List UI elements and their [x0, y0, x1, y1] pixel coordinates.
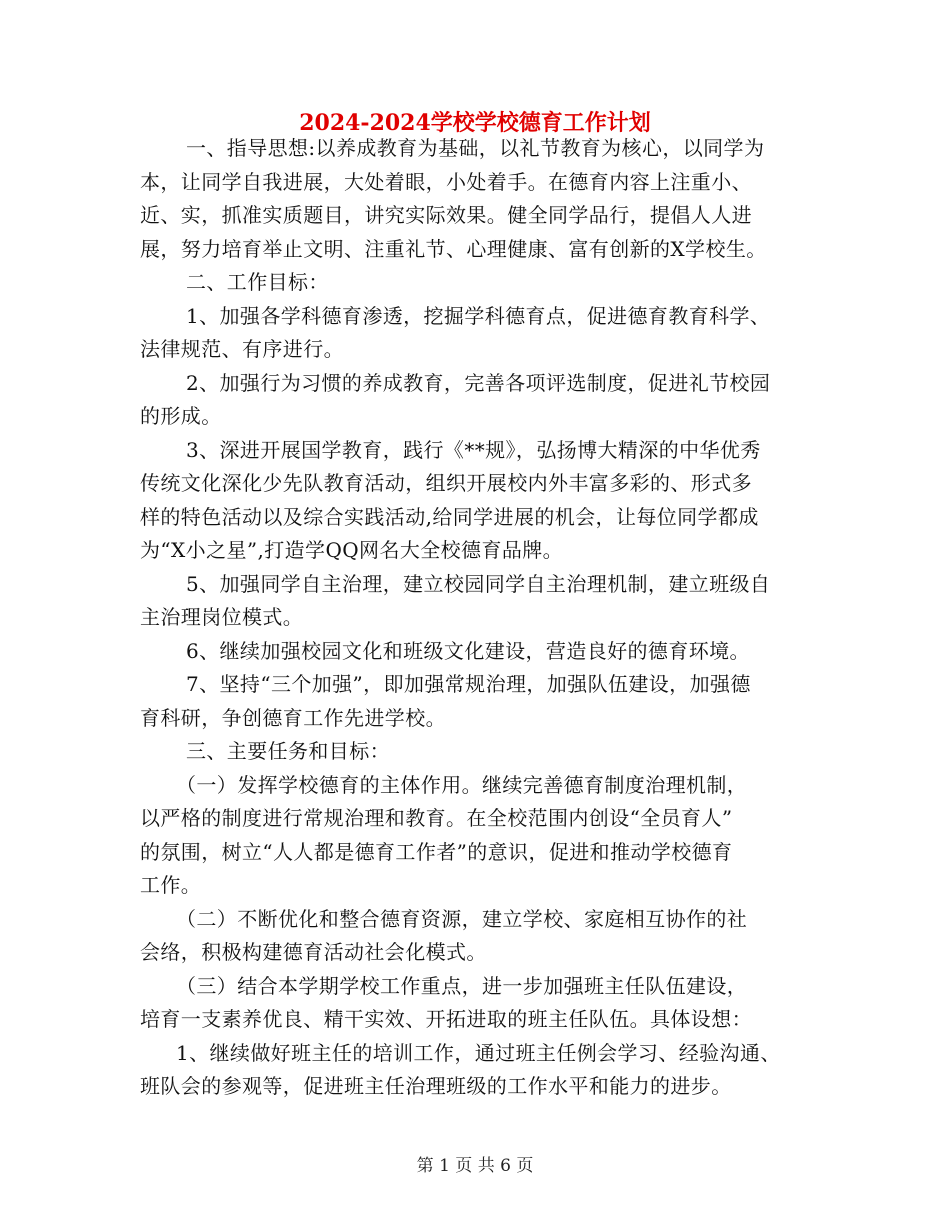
paragraph-line: 工作。: [140, 873, 202, 897]
paragraph-line: （三）结合本学期学校工作重点，进一步加强班主任队伍建设，: [176, 973, 748, 998]
paragraph-line: 培育一支素养优良、精干实效、开拓进取的班主任队伍。具体设想：: [140, 1007, 752, 1031]
paragraph-line: 7、坚持“三个加强”，即加强常规治理，加强队伍建设，加强德: [186, 672, 751, 696]
paragraph-line: 育科研，争创德育工作先进学校。: [140, 705, 446, 730]
document-title: 2024-2024学校学校德育工作计划: [299, 110, 651, 136]
paragraph-line: 以严格的制度进行常规治理和教育。在全校范围内创设“全员育人”: [140, 806, 733, 830]
paragraph-line: 展，努力培育举止文明、注重礼节、心理健康、富有创新的X学校生。: [140, 236, 767, 261]
paragraph-line: 1、加强各学科德育渗透，挖掘学科德育点，促进德育教育科学、: [186, 303, 771, 328]
paragraph-line: 法律规范、有序进行。: [140, 337, 344, 361]
paragraph-line: 的氛围，树立“人人都是德育工作者”的意识，促进和推动学校德育: [140, 839, 733, 864]
paragraph-line: 近、实，抓准实质题目，讲究实际效果。健全同学品行，提倡人人进: [140, 203, 752, 227]
section-heading: 三、主要任务和目标：: [186, 739, 390, 763]
paragraph-line: 3、深进开展国学教育，践行《**规》，弘扬博大精深的中华优秀: [186, 437, 761, 462]
paragraph-line: 为“X小之星”,打造学QQ网名大全校德育品牌。: [140, 538, 564, 562]
paragraph-line: 一、指导思想:以养成教育为基础，以礼节教育为核心，以同学为: [186, 136, 765, 160]
paragraph-line: 2、加强行为习惯的养成教育，完善各项评选制度，促进礼节校园: [186, 370, 771, 395]
paragraph-line: 5、加强同学自主治理，建立校园同学自主治理机制，建立班级自: [186, 571, 771, 596]
paragraph-line: 的形成。: [140, 404, 222, 428]
paragraph-line: 传统文化深化少先队教育活动，组织开展校内外丰富多彩的、形式多: [140, 471, 752, 495]
paragraph-line: 1、继续做好班主任的培训工作，通过班主任例会学习、经验沟通、: [176, 1040, 781, 1065]
paragraph-line: 班队会的参观等，促进班主任治理班级的工作水平和能力的进步。: [140, 1074, 732, 1098]
paragraph-line: 会络，积极构建德育活动社会化模式。: [140, 940, 487, 964]
page-number-footer: 第 1 页 共 6 页: [416, 1156, 534, 1176]
paragraph-line: （一）发挥学校德育的主体作用。继续完善德育制度治理机制，: [176, 772, 748, 797]
document-body: [140, 132, 812, 1104]
paragraph-line: （二）不断优化和整合德育资源，建立学校、家庭相互协作的社: [176, 906, 748, 931]
paragraph-line: 样的特色活动以及综合实践活动,给同学进展的机会，让每位同学都成: [140, 504, 759, 529]
paragraph-line: 主治理岗位模式。: [140, 605, 304, 629]
paragraph-line: 6、继续加强校园文化和班级文化建设，营造良好的德育环境。: [186, 638, 750, 663]
section-heading: 二、工作目标：: [186, 270, 329, 294]
paragraph-line: 本，让同学自我进展，大处着眼，小处着手。在德育内容上注重小、: [140, 169, 752, 194]
